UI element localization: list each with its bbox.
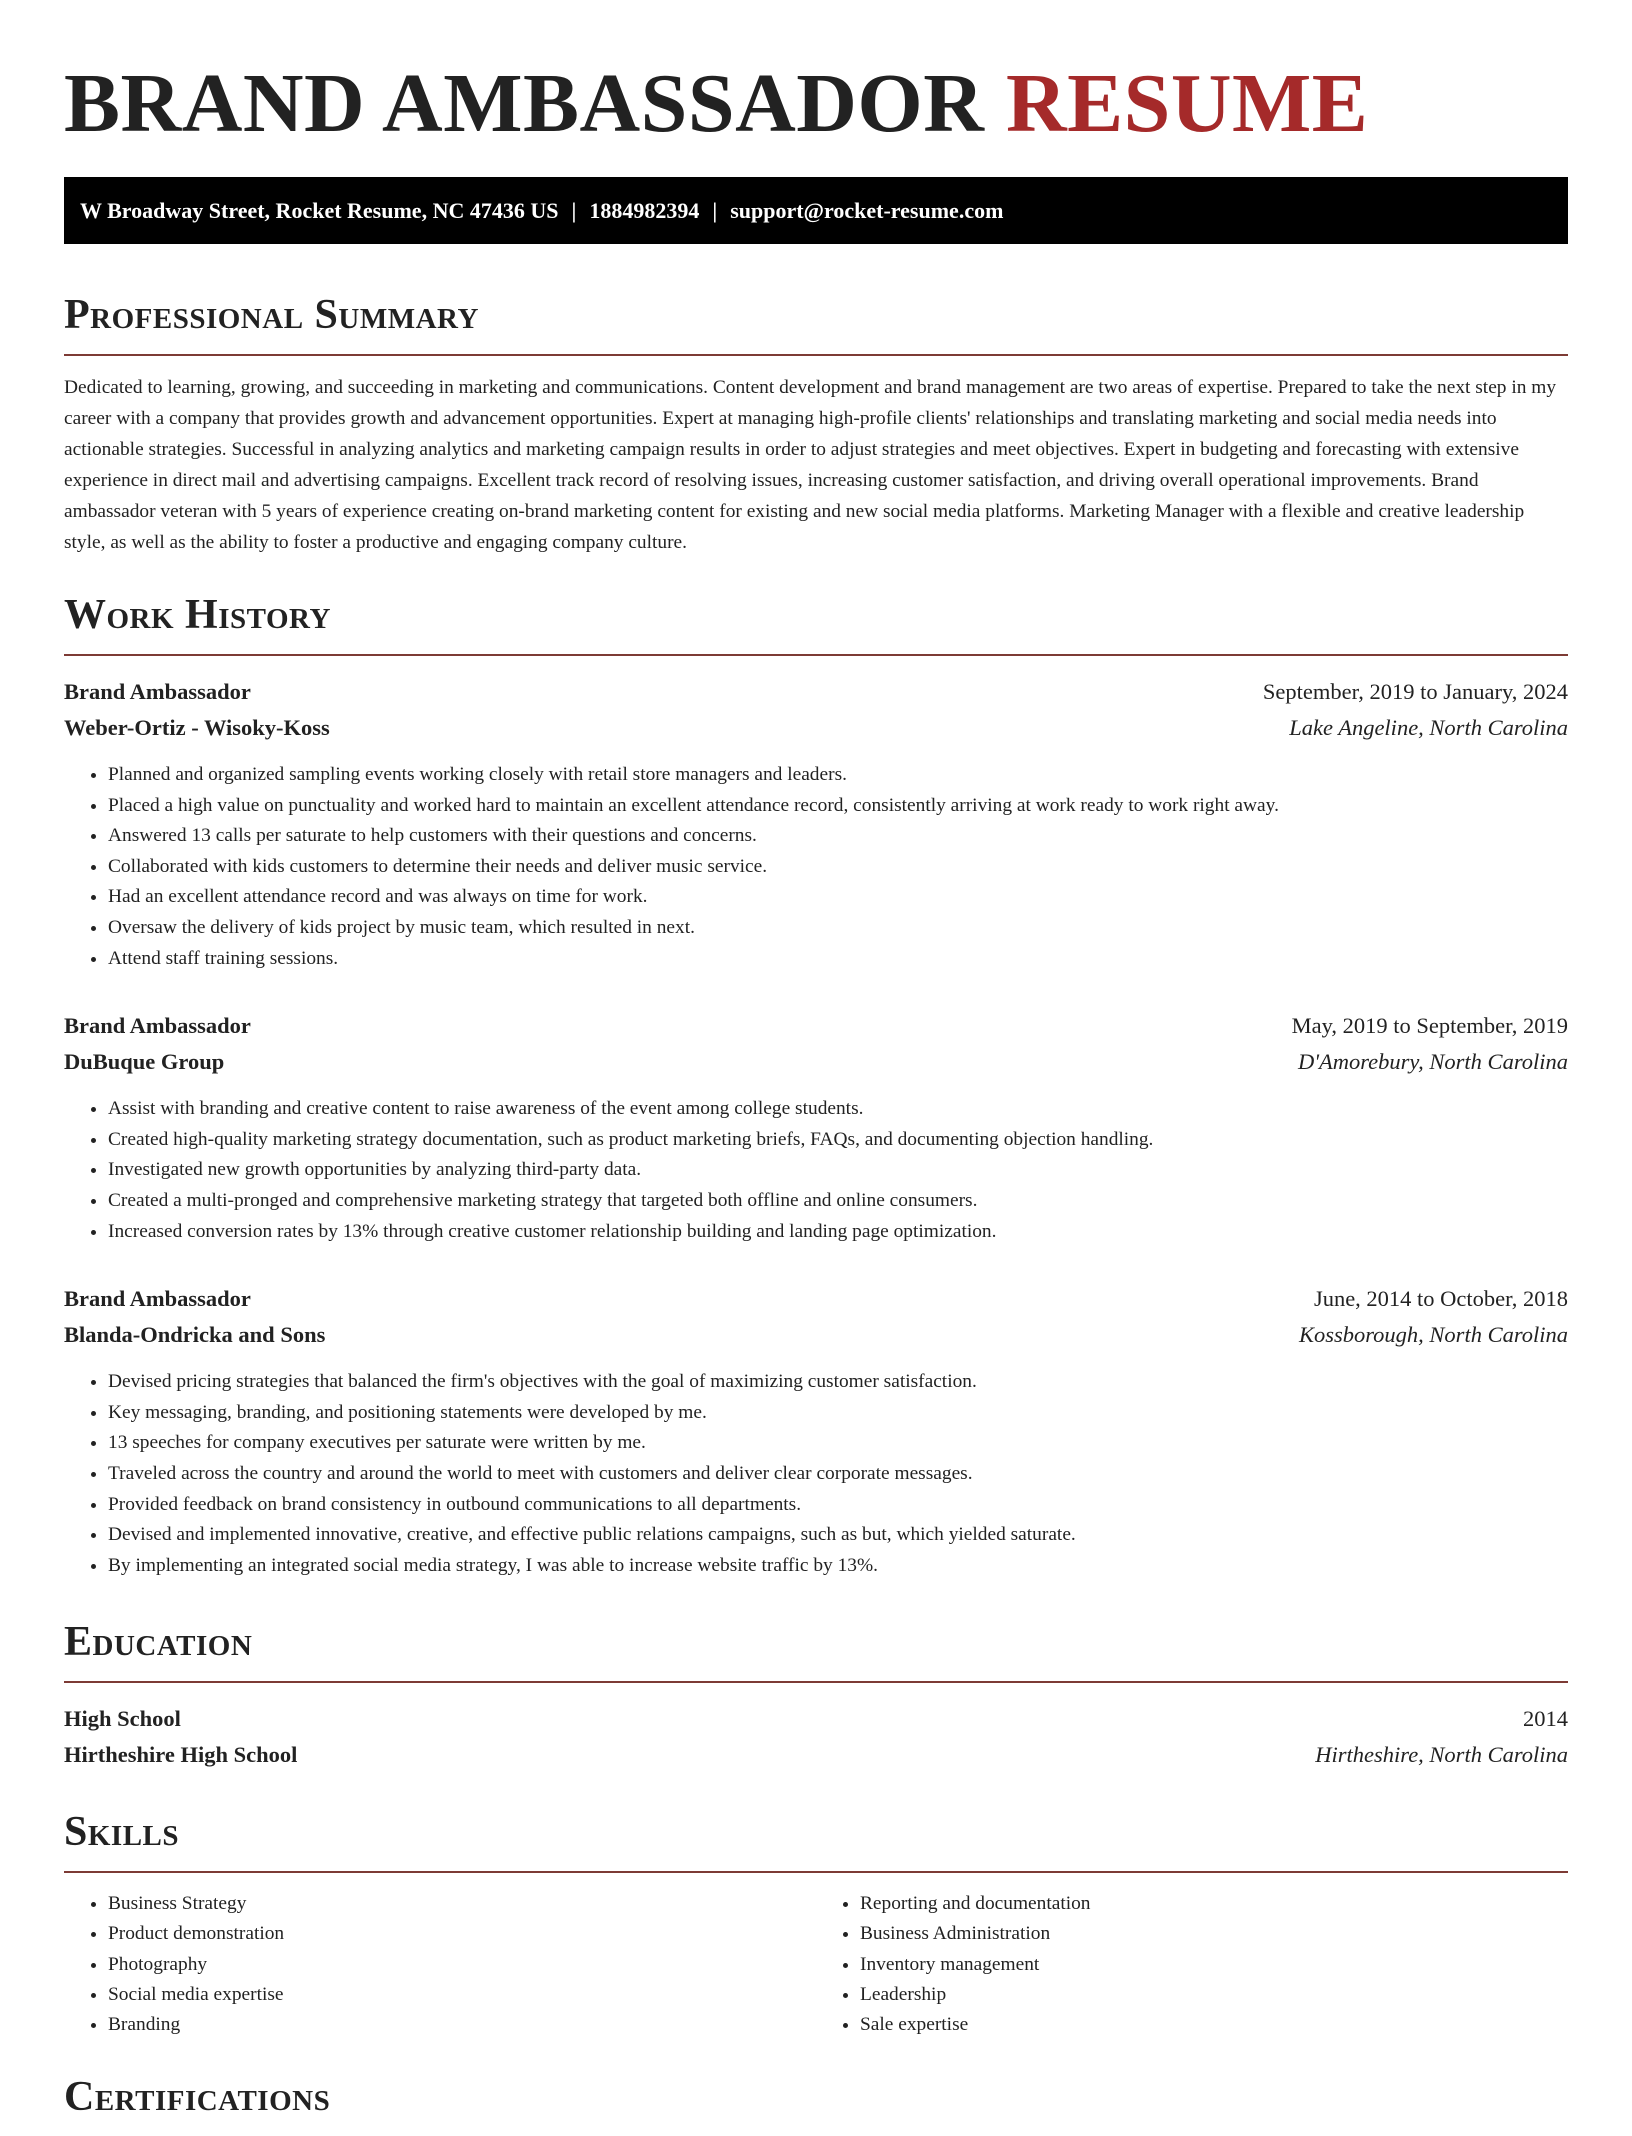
job-entry	[64, 674, 1568, 974]
job-company: DuBuque Group	[64, 1049, 225, 1075]
contact-address: W Broadway Street, Rocket Resume, NC 47436 US	[80, 197, 559, 223]
job-title: Brand Ambassador	[64, 1286, 251, 1312]
job-bullet: • Attend staff training sessions.	[108, 944, 1568, 975]
contact-separator: |	[712, 197, 718, 223]
contact-bar	[64, 177, 1568, 244]
skill-item: • Business Strategy	[108, 1889, 816, 1919]
job-bullet: • Answered 13 calls per saturate to help customers with their questions and concerns.	[108, 821, 1568, 852]
job-company-row	[64, 1317, 1568, 1353]
education-location: Hirtheshire, North Carolina	[1315, 1742, 1568, 1768]
work-history-section	[64, 590, 1568, 1581]
section-heading-work-history: Work History	[64, 590, 1568, 656]
job-bullet: • Created high-quality marketing strategy documentation, such as product marketing briefs, FAQs, and documenting objection handling.	[108, 1125, 1568, 1156]
job-location: Lake Angeline, North Carolina	[1289, 715, 1568, 740]
skill-item: • Leadership	[860, 1980, 1568, 2010]
job-bullet: • Investigated new growth opportunities by analyzing third-party data.	[108, 1155, 1568, 1186]
skill-item: • Inventory management	[860, 1950, 1568, 1980]
section-heading-summary: Professional Summary	[64, 290, 1568, 356]
education-degree-row	[64, 1701, 1568, 1737]
education-school-row	[64, 1737, 1568, 1773]
job-bullet: • Collaborated with kids customers to determine their needs and deliver music service.	[108, 852, 1568, 883]
job-bullet: • Had an excellent attendance record and was always on time for work.	[108, 882, 1568, 913]
summary-text: Dedicated to learning, growing, and succeeding in marketing and communications. Content development and brand management are two areas of expertise. Prepared to take the next step in my career with a company that provides growth and advancement opportunities. Expert at managing high-profile clients' relationships and translating marketing and social media needs into actionable strategies. Successful in analyzing analytics and marketing campaign results in order to adjust strategies and meet objectives. Expert in budgeting and forecasting with extensive experience in direct mail and advertising campaigns. Excellent track record of resolving issues, increasing customer satisfaction, and driving overall operational improvements. Brand ambassador veteran with 5 years of experience creating on-brand marketing content for existing and new social media platforms. Marketing Manager with a flexible and creative leadership style, as well as the ability to foster a productive and engaging company culture.	[64, 377, 1557, 553]
job-entry	[64, 1281, 1568, 1581]
job-bullet: • Increased conversion rates by 13% through creative customer relationship building and landing page optimization.	[108, 1217, 1568, 1248]
job-title-row	[64, 1008, 1568, 1044]
contact-separator: |	[571, 197, 577, 223]
education-degree: High School	[64, 1706, 181, 1732]
job-company: Blanda-Ondricka and Sons	[64, 1322, 326, 1348]
certifications-section	[64, 2072, 1568, 2136]
section-heading-skills: Skills	[64, 1807, 1568, 1873]
skill-item: • Branding	[108, 2010, 816, 2040]
job-company-row	[64, 710, 1568, 746]
job-bullet: • Devised and implemented innovative, creative, and effective public relations campaigns, such as but, which yielded saturate.	[108, 1520, 1568, 1551]
job-location: D'Amorebury, North Carolina	[1297, 1049, 1568, 1075]
section-heading-education: Education	[64, 1617, 1568, 1683]
job-title-row	[64, 1281, 1568, 1317]
job-bullet: • Planned and organized sampling events working closely with retail store managers and leaders.	[108, 760, 1568, 791]
skill-item: • Reporting and documentation	[860, 1889, 1568, 1919]
job-bullet: • Assist with branding and creative content to raise awareness of the event among college students.	[108, 1094, 1568, 1125]
job-entry	[64, 1008, 1568, 1247]
job-bullet: • Placed a high value on punctuality and worked hard to maintain an excellent attendance record, consistently arriving at work ready to work right away.	[108, 791, 1568, 822]
job-bullet: • By implementing an integrated social media strategy, I was able to increase website traffic by 13%.	[108, 1551, 1568, 1582]
job-bullet: • Devised pricing strategies that balanced the firm's objectives with the goal of maximizing customer satisfaction.	[108, 1367, 1568, 1398]
skill-item: • Social media expertise	[108, 1980, 816, 2010]
job-title: Brand Ambassador	[64, 1013, 251, 1039]
education-year: 2014	[1523, 1706, 1568, 1732]
job-location: Kossborough, North Carolina	[1298, 1322, 1568, 1348]
education-section	[64, 1617, 1568, 1773]
skills-list-right	[816, 1889, 1568, 2040]
job-dates: September, 2019 to January, 2024	[1262, 679, 1568, 704]
title-main: BRAND AMBASSADOR	[64, 57, 985, 150]
job-dates: June, 2014 to October, 2018	[1313, 1286, 1568, 1312]
job-bullet: • Created a multi-pronged and comprehensive marketing strategy that targeted both offline and online consumers.	[108, 1186, 1568, 1217]
job-company: Weber-Ortiz - Wisoky-Koss	[64, 715, 330, 740]
job-bullets	[64, 1094, 1568, 1247]
job-bullet: • Provided feedback on brand consistency in outbound communications to all departments.	[108, 1490, 1568, 1521]
skills-columns	[64, 1889, 1568, 2040]
job-bullet: • 13 speeches for company executives per saturate were written by me.	[108, 1428, 1568, 1459]
skill-item: • Business Administration	[860, 1919, 1568, 1949]
job-bullet: • Traveled across the country and around the world to meet with customers and deliver clear corporate messages.	[108, 1459, 1568, 1490]
skills-list-left	[64, 1889, 816, 2040]
job-dates: May, 2019 to September, 2019	[1291, 1013, 1568, 1039]
job-title: Brand Ambassador	[64, 679, 251, 704]
title-accent: RESUME	[1005, 57, 1369, 150]
skill-item: • Photography	[108, 1950, 816, 1980]
section-heading-certifications: Certifications	[64, 2074, 331, 2121]
job-bullets	[64, 760, 1568, 974]
contact-phone[interactable]: 1884982394	[589, 197, 700, 223]
resume-title	[64, 54, 1568, 154]
job-title-row	[64, 674, 1568, 710]
professional-summary-section	[64, 290, 1568, 558]
job-bullet: • Key messaging, branding, and positioning statements were developed by me.	[108, 1398, 1568, 1429]
contact-email[interactable]: support@rocket-resume.com	[730, 197, 1004, 223]
skills-section	[64, 1807, 1568, 2040]
job-company-row	[64, 1044, 1568, 1080]
job-bullet: • Oversaw the delivery of kids project by music team, which resulted in next.	[108, 913, 1568, 944]
skill-item: • Sale expertise	[860, 2010, 1568, 2040]
education-school: Hirtheshire High School	[64, 1742, 298, 1768]
education-entry	[64, 1701, 1568, 1773]
skill-item: • Product demonstration	[108, 1919, 816, 1949]
job-bullets	[64, 1367, 1568, 1581]
